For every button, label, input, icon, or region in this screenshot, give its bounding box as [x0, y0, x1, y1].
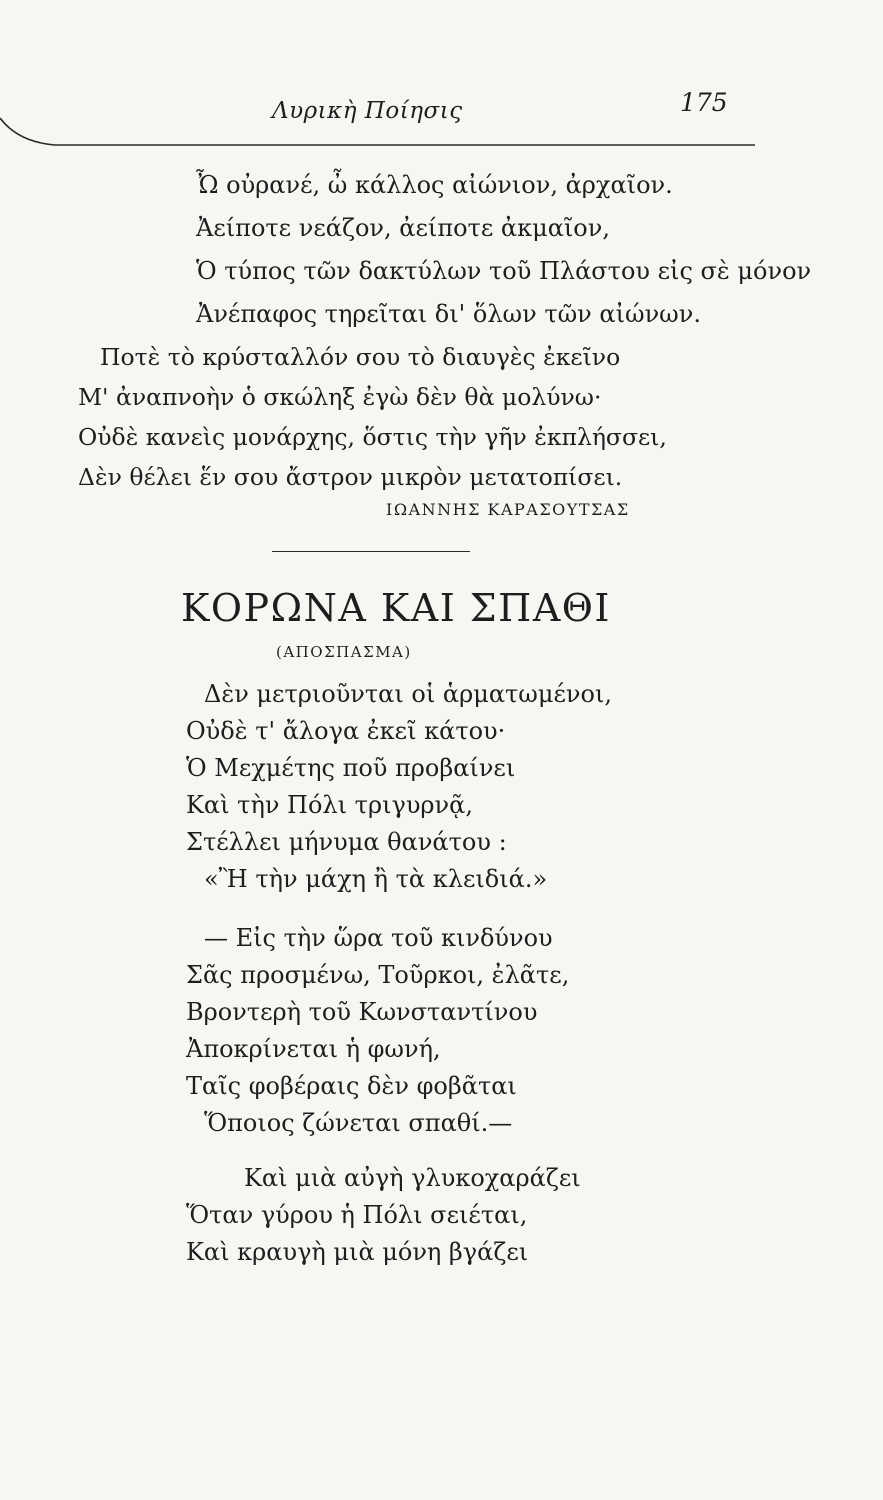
running-title: Λυρικὴ Ποίησις: [272, 98, 463, 124]
poem-subtitle: (ΑΠΟΣΠΑΣΜΑ): [276, 643, 412, 661]
stanza-3: [186, 676, 612, 898]
verse-line: Ὁ τύπος τῶν δακτύλων τοῦ Πλάστου εἰς σὲ μόνον: [196, 257, 812, 285]
header-rule: [0, 108, 760, 148]
verse-line: Μ' ἀναπνοὴν ὁ σκώληξ ἐγὼ δὲν θὰ μολύνω·: [78, 383, 602, 411]
verse-line: Βροντερὴ τοῦ Κωνσταντίνου: [186, 998, 538, 1026]
page-number: 175: [680, 88, 728, 117]
stanza-2: [78, 337, 667, 497]
verse-line: Οὐδὲ τ' ἄλογα ἐκεῖ κάτου·: [186, 717, 506, 745]
verse-line: Δὲν μετριοῦνται οἱ ἁρματωμένοι,: [204, 680, 612, 708]
verse-line: Ὁ Μεχμέτης ποῦ προβαίνει: [186, 754, 516, 782]
stanza-5: [186, 1160, 581, 1271]
verse-line: Οὐδὲ κανεὶς μονάρχης, ὅστις τὴν γῆν ἐκπλήσσει,: [78, 423, 667, 451]
page-header: [0, 0, 883, 140]
stanza-4: [186, 920, 569, 1142]
verse-line: Ἀποκρίνεται ἡ φωνή,: [186, 1035, 441, 1063]
verse-line: Ὅποιος ζώνεται σπαθί.—: [204, 1109, 513, 1137]
verse-line: — Εἰς τὴν ὥρα τοῦ κινδύνου: [204, 924, 553, 952]
verse-line: Στέλλει μήνυμα θανάτου :: [186, 828, 507, 856]
author-signature: ΙΩΑΝΝΗΣ ΚΑΡΑΣΟΥΤΣΑΣ: [386, 500, 630, 519]
stanza-1: [196, 164, 811, 336]
verse-line: Σᾶς προσμένω, Τοῦρκοι, ἐλᾶτε,: [186, 961, 570, 989]
verse-line: «Ἢ τὴν μάχη ἢ τὰ κλειδιά.»: [204, 865, 548, 893]
verse-line: Ἀνέπαφος τηρεῖται δι' ὅλων τῶν αἰώνων.: [196, 300, 701, 328]
verse-line: Ποτὲ τὸ κρύσταλλόν σου τὸ διαυγὲς ἐκεῖνο: [100, 343, 621, 371]
verse-line: Ὅταν γύρου ἡ Πόλι σειέται,: [186, 1201, 528, 1229]
verse-line: Καὶ τὴν Πόλι τριγυρνᾷ,: [186, 791, 473, 819]
verse-line: Καὶ κραυγὴ μιὰ μόνη βγάζει: [186, 1238, 529, 1266]
verse-line: Ὦ οὐρανέ, ὦ κάλλος αἰώνιον, ἀρχαῖον.: [196, 171, 673, 199]
verse-line: Ἀείποτε νεάζον, ἀείποτε ἀκμαῖον,: [196, 214, 610, 242]
poem-title: ΚΟΡΩΝΑ ΚΑΙ ΣΠΑΘΙ: [181, 586, 611, 630]
section-divider: [272, 551, 470, 552]
verse-line: Ταῖς φοβέραις δὲν φοβᾶται: [186, 1072, 517, 1100]
verse-line: Δὲν θέλει ἕν σου ἄστρον μικρὸν μετατοπίσει.: [78, 463, 623, 491]
verse-line: Καὶ μιὰ αὐγὴ γλυκοχαράζει: [244, 1164, 581, 1192]
